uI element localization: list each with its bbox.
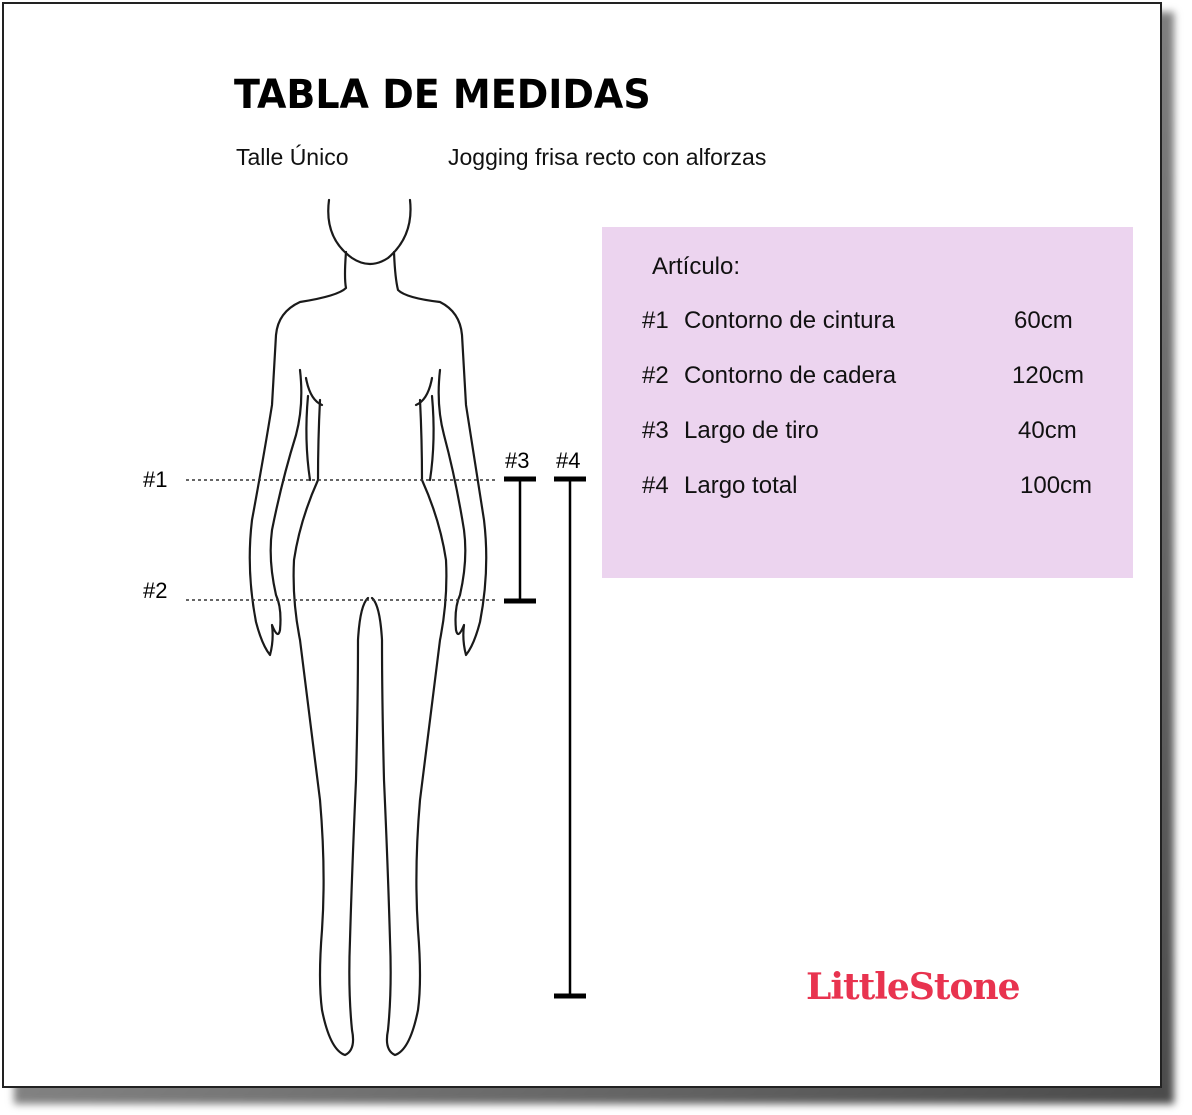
measurements-panel [602,227,1133,578]
brand-logo: LittleStone [806,966,1020,1008]
measurement-number: #1 [642,307,669,334]
measurement-value: 120cm [1012,362,1085,389]
measurement-name: Largo total [684,472,798,499]
size-label: Talle Único [236,144,349,170]
measurement-value: 60cm [1014,307,1073,334]
page-title: TABLA DE MEDIDAS [234,72,651,118]
measurement-value: 40cm [1018,417,1077,444]
marker-label-2: #2 [143,578,168,603]
panel-heading: Artículo: [652,253,741,280]
measurement-value: 100cm [1020,472,1093,499]
measurement-number: #4 [642,472,669,499]
measurement-number: #3 [642,417,669,444]
measurement-row [642,472,1112,504]
measurement-row [642,417,1112,449]
marker-label-4: #4 [556,448,581,473]
measurement-name: Largo de tiro [684,417,819,444]
measurement-row [642,362,1112,394]
measurement-number: #2 [642,362,669,389]
marker-label-3: #3 [505,448,530,473]
measurement-name: Contorno de cintura [684,307,895,334]
product-name: Jogging frisa recto con alforzas [448,144,767,170]
measurement-row [642,307,1112,339]
measurement-name: Contorno de cadera [684,362,897,389]
marker-label-1: #1 [143,467,168,492]
